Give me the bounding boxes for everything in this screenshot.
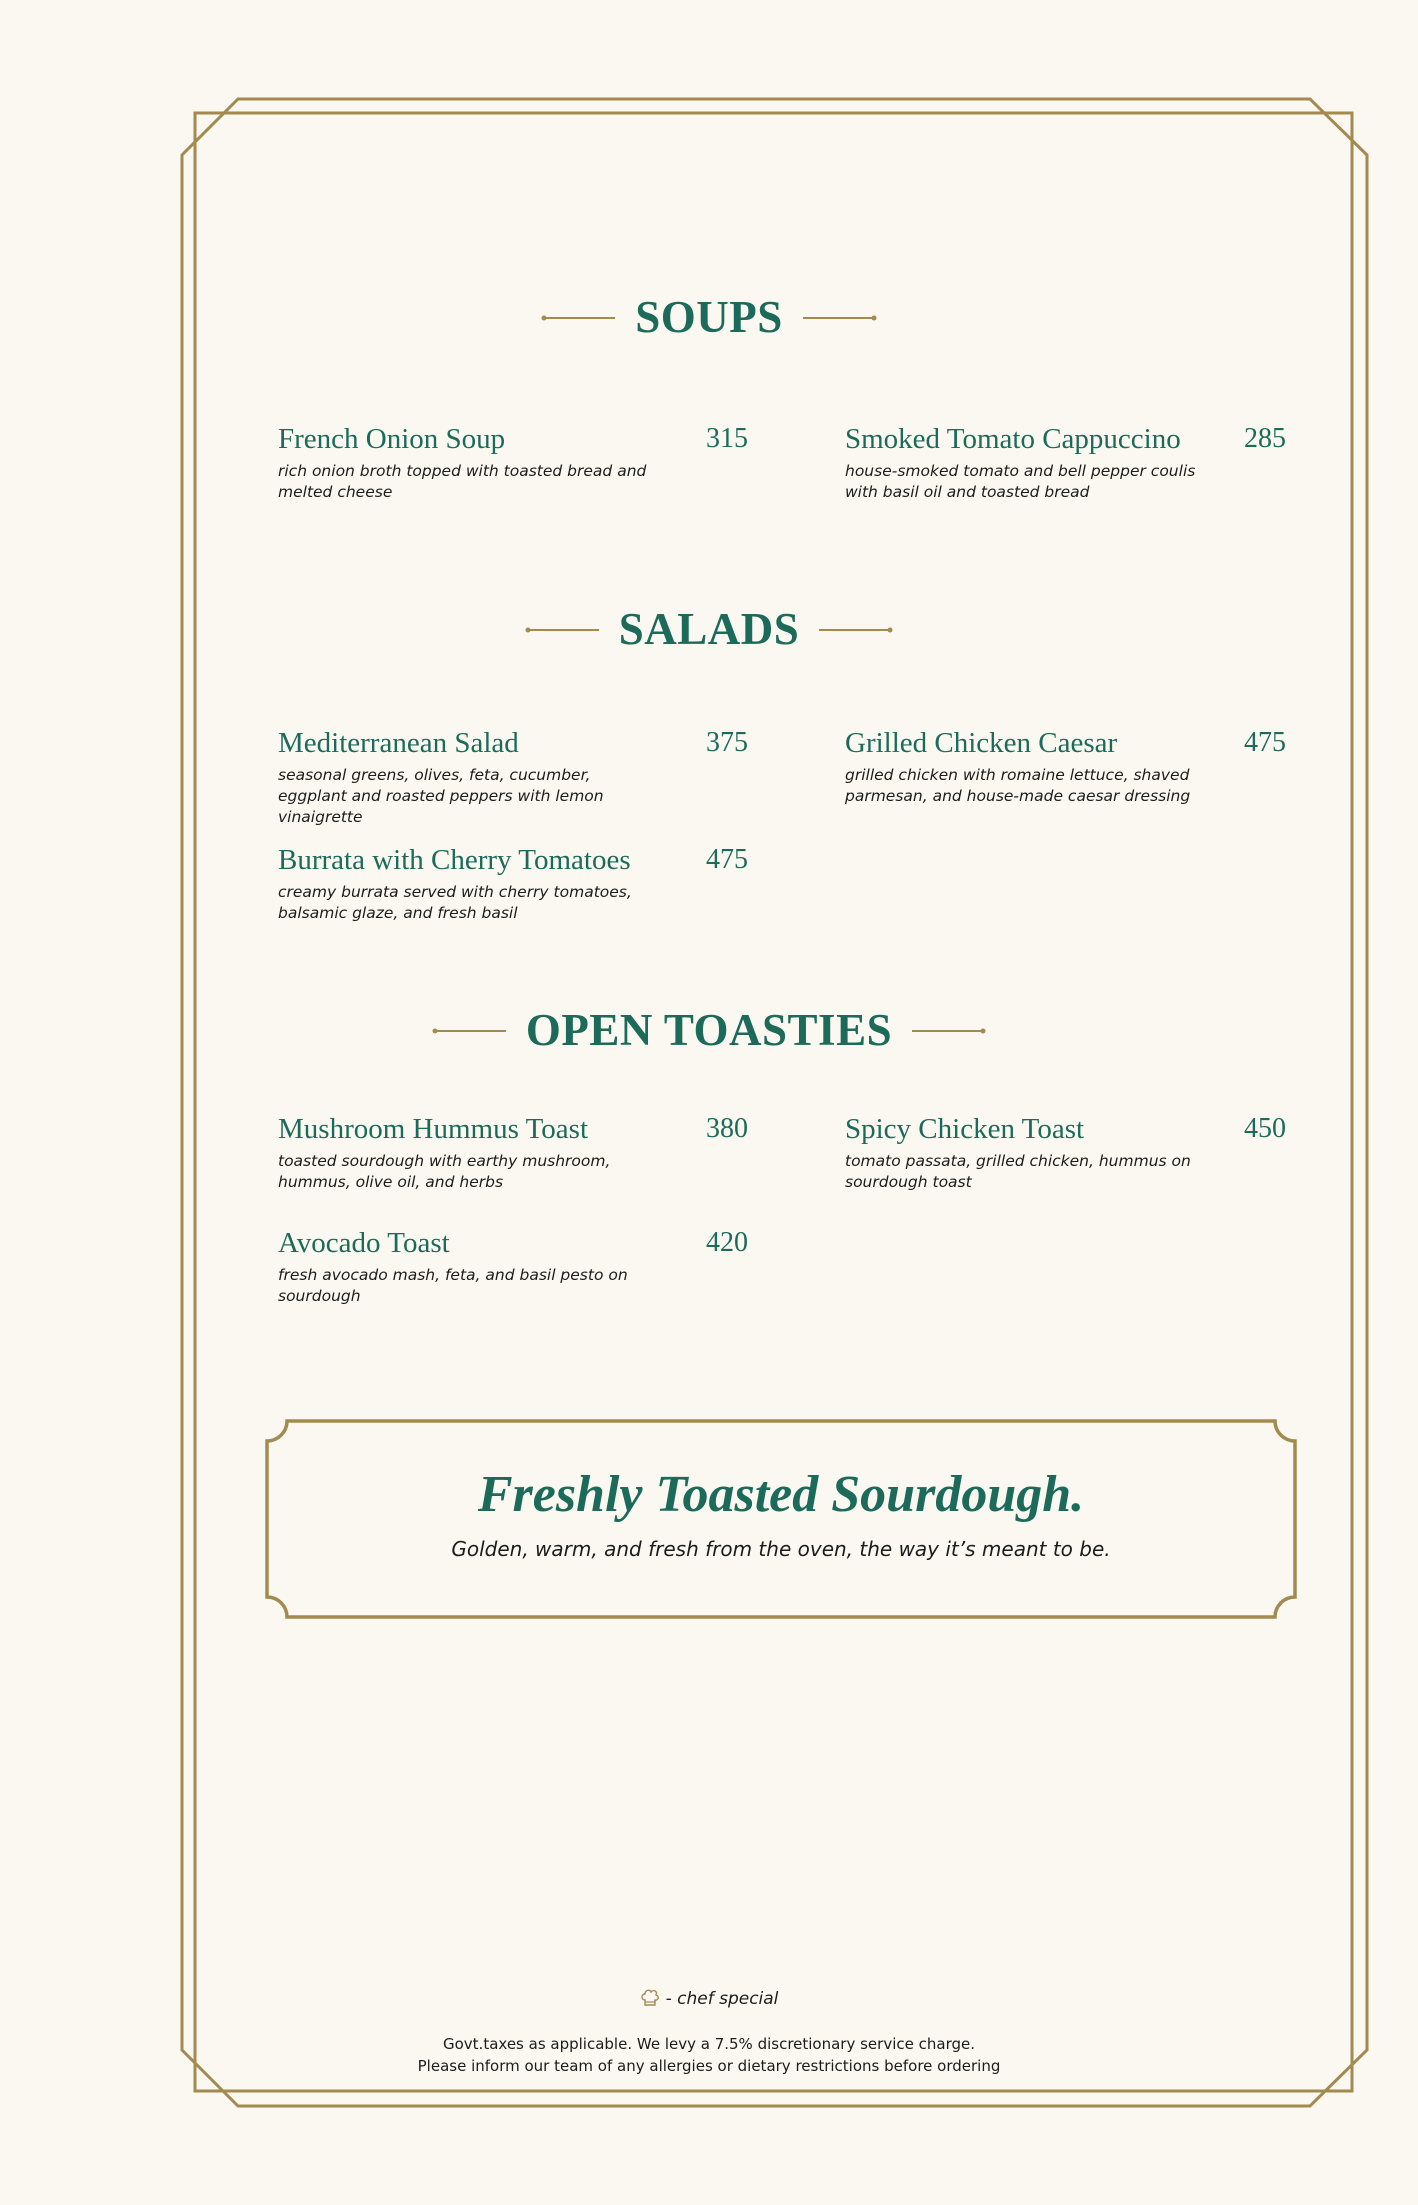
item-price: 420 bbox=[706, 1227, 748, 1258]
chef-special-legend bbox=[0, 1989, 1418, 2009]
item-description: toasted sourdough with earthy mushroom, hummus, olive oil, and herbs bbox=[278, 1152, 611, 1191]
item-price: 375 bbox=[706, 727, 748, 758]
item-price: 380 bbox=[706, 1113, 748, 1144]
ornament-left bbox=[525, 626, 599, 634]
ornament-left bbox=[541, 314, 615, 322]
item-name: Smoked Tomato Cappuccino bbox=[845, 423, 1181, 455]
menu-item bbox=[278, 1112, 748, 1193]
item-price: 475 bbox=[1244, 727, 1286, 758]
section-title-soups bbox=[0, 292, 1418, 342]
item-description: rich onion broth topped with toasted bread and melted cheese bbox=[278, 462, 647, 501]
menu-item bbox=[278, 726, 748, 828]
section-title-text: SOUPS bbox=[635, 292, 783, 342]
item-name: Mushroom Hummus Toast bbox=[278, 1113, 589, 1145]
item-description: creamy burrata served with cherry tomatoes, balsamic glaze, and fresh basil bbox=[278, 883, 632, 922]
menu-item bbox=[278, 843, 748, 924]
section-title-text: SALADS bbox=[618, 604, 800, 654]
footer-notes bbox=[0, 2033, 1418, 2077]
ornament-right bbox=[912, 1027, 986, 1035]
item-name: Grilled Chicken Caesar bbox=[845, 727, 1118, 759]
item-price: 475 bbox=[706, 844, 748, 875]
ornament-right bbox=[819, 626, 893, 634]
promo-box bbox=[265, 1419, 1297, 1619]
promo-subline: Golden, warm, and fresh from the oven, the way it’s meant to be. bbox=[451, 1537, 1111, 1561]
item-price: 315 bbox=[706, 423, 748, 454]
item-name: Burrata with Cherry Tomatoes bbox=[278, 844, 631, 876]
legend-label: - chef special bbox=[665, 1989, 779, 2009]
ornament-right bbox=[803, 314, 877, 322]
item-name: Spicy Chicken Toast bbox=[845, 1113, 1085, 1145]
ornament-left bbox=[432, 1027, 506, 1035]
section-title-toasties bbox=[0, 1005, 1418, 1055]
menu-item bbox=[278, 422, 748, 503]
menu-item bbox=[845, 422, 1286, 503]
promo-headline: Freshly Toasted Sourdough. bbox=[477, 1466, 1085, 1523]
item-price: 285 bbox=[1244, 423, 1286, 454]
item-description: grilled chicken with romaine lettuce, shaved parmesan, and house-made caesar dressing bbox=[845, 766, 1191, 805]
menu-item bbox=[845, 1112, 1286, 1193]
footer-line-allergies: Please inform our team of any allergies or dietary restrictions before ordering bbox=[417, 2057, 1001, 2075]
item-name: Avocado Toast bbox=[278, 1227, 450, 1259]
item-name: French Onion Soup bbox=[278, 423, 506, 455]
item-description: seasonal greens, olives, feta, cucumber, eggplant and roasted peppers with lemon vinaigrette bbox=[278, 766, 604, 826]
section-title-salads bbox=[0, 604, 1418, 654]
section-title-text: OPEN TOASTIES bbox=[525, 1005, 893, 1055]
item-description: tomato passata, grilled chicken, hummus on sourdough toast bbox=[845, 1152, 1191, 1191]
footer-line-taxes: Govt.taxes as applicable. We levy a 7.5% discretionary service charge. bbox=[443, 2035, 975, 2053]
menu-item bbox=[278, 1226, 748, 1307]
item-name: Mediterranean Salad bbox=[278, 727, 519, 759]
item-description: house-smoked tomato and bell pepper coulis with basil oil and toasted bread bbox=[845, 462, 1196, 501]
chef-hat-icon bbox=[640, 1989, 660, 2007]
menu-item bbox=[845, 726, 1286, 807]
item-price: 450 bbox=[1244, 1113, 1286, 1144]
item-description: fresh avocado mash, feta, and basil pesto on sourdough bbox=[278, 1266, 628, 1305]
